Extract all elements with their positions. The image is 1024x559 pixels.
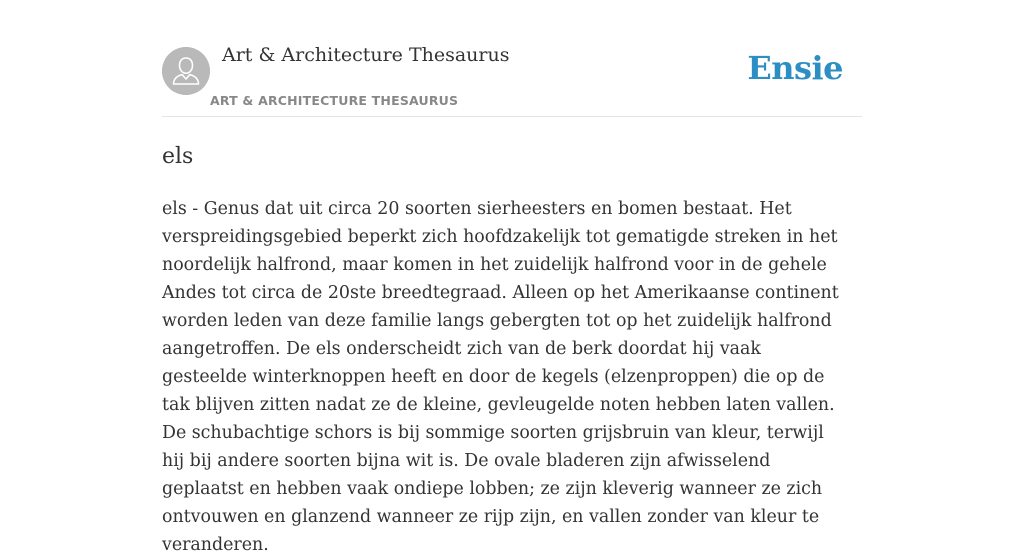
header bbox=[162, 0, 862, 117]
author-subtitle-link[interactable]: ART & ARCHITECTURE THESAURUS bbox=[210, 93, 459, 108]
author-name-link[interactable]: Art & Architecture Thesaurus bbox=[222, 44, 510, 66]
article-body: els - Genus dat uit circa 20 soorten sierheesters en bomen bestaat. Het verspreidingsgebied beperkt zich hoofdzakelijk tot gematigde streken in het noordelijk halfrond, maar komen in het zuidelijk halfrond voor in de gehele Andes tot circa de 20ste breedtegraad. Alleen op het Amerikaanse continent worden leden van deze familie langs gebergten tot op het zuidelijk halfrond aangetroffen. De els onderscheidt zich van de berk doordat hij vaak gesteelde winterknoppen heeft en door de kegels (elzenproppen) die op de tak blijven zitten nadat ze de kleine, gevleugelde noten hebben laten vallen. De schubachtige schors is bij sommige soorten grijsbruin van kleur, terwijl hij bij andere soorten bijna wit is. De ovale bladeren zijn afwisselend geplaatst en hebben vaak ondiepe lobben; ze zijn kleverig wanneer ze zich ontvouwen en glanzend wanneer ze rijp zijn, en vallen zonder van kleur te veranderen. bbox=[162, 199, 839, 555]
user-silhouette-icon bbox=[162, 47, 210, 95]
brand-logo[interactable]: Ensie bbox=[747, 49, 843, 87]
page bbox=[162, 0, 862, 559]
article-title: els bbox=[162, 144, 194, 169]
avatar[interactable] bbox=[162, 47, 210, 95]
